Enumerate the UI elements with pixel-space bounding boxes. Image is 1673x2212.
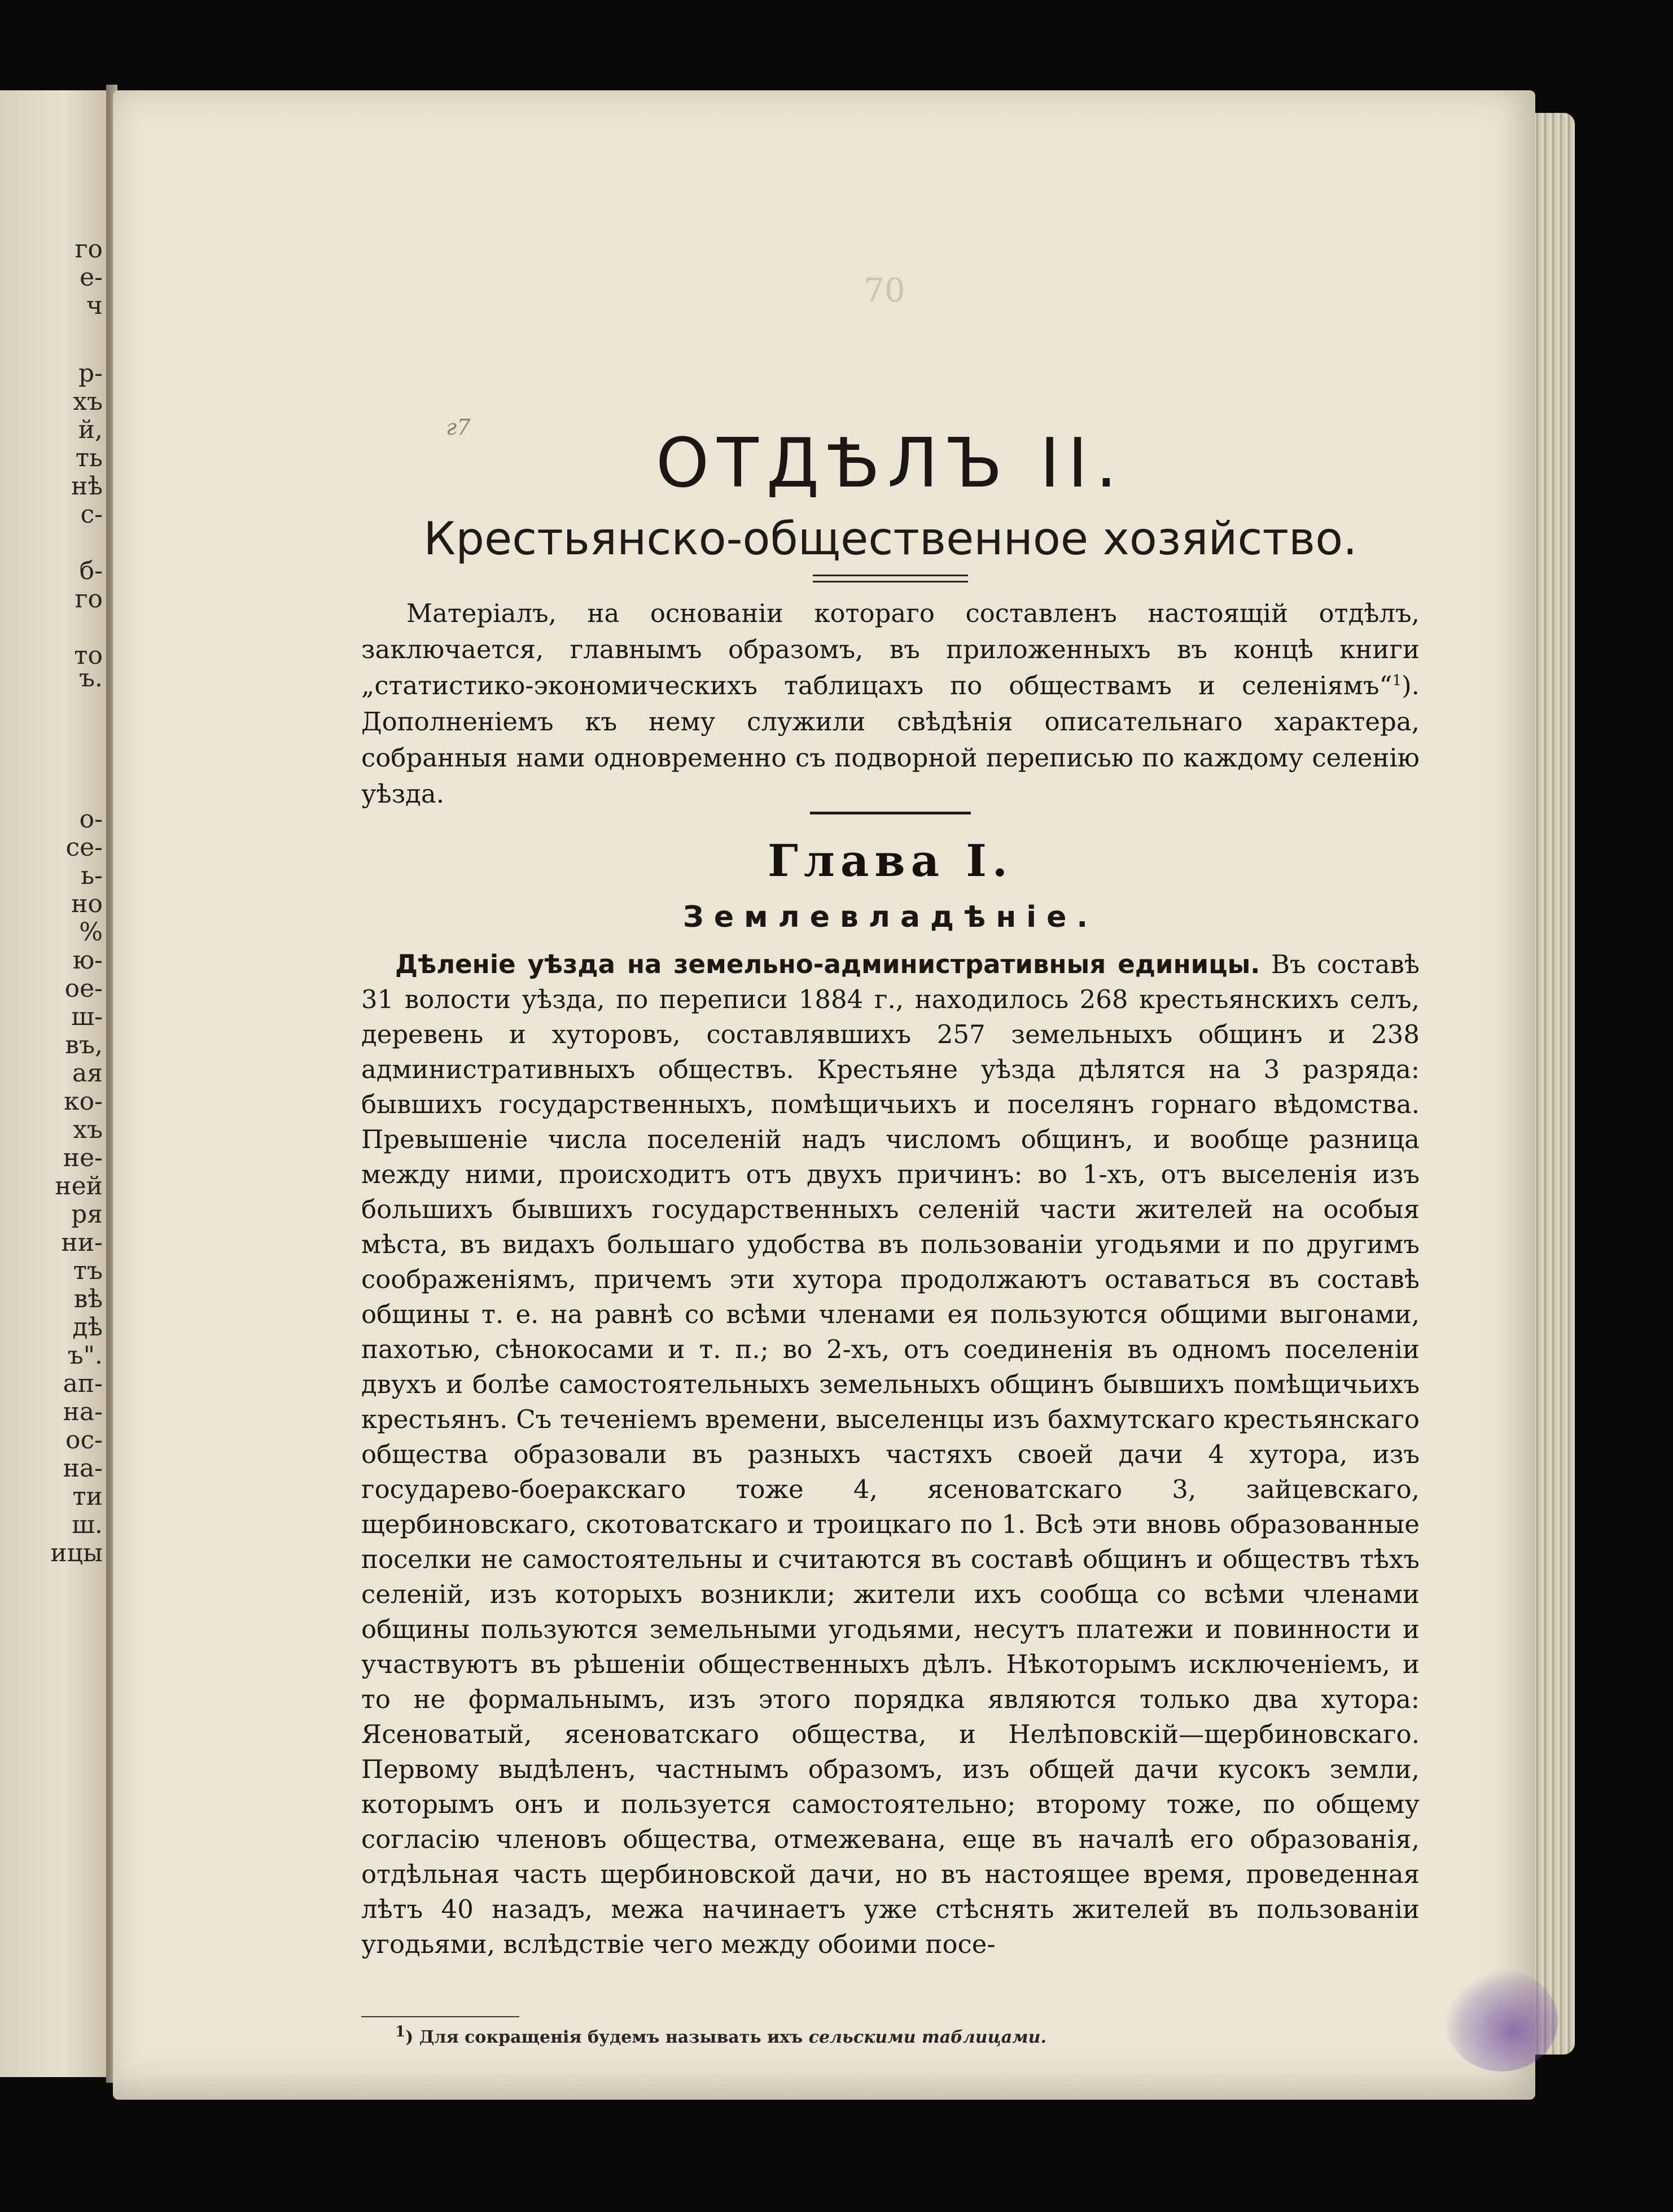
facing-page-fragment: ней — [55, 1172, 103, 1201]
facing-page-fragment: е- — [80, 263, 103, 292]
facing-page-fragment: на- — [63, 1398, 103, 1426]
facing-page-fragment: ко- — [64, 1087, 103, 1116]
footnote-divider — [361, 2016, 519, 2017]
double-rule-divider — [813, 575, 968, 582]
short-rule-divider — [810, 812, 971, 814]
facing-page-fragment: тъ — [73, 1256, 103, 1285]
body-paragraph — [361, 947, 1420, 1962]
facing-page-fragment: ря — [71, 1200, 103, 1229]
ink-stain — [1445, 1970, 1558, 2071]
facing-page-fragment: о- — [79, 805, 103, 834]
facing-page-fragment: на- — [63, 1454, 103, 1483]
book-page — [113, 90, 1535, 2100]
facing-page-fragment: хъ — [73, 1115, 103, 1144]
facing-page-fragment: ти — [72, 1482, 103, 1511]
facing-page-fragment: ч — [86, 291, 103, 320]
facing-page-fragment: хъ — [73, 387, 103, 416]
facing-page-fragment: р- — [78, 359, 103, 388]
pencil-annotation: г7 — [446, 415, 471, 440]
intro-text-continued: ). Дополненіемъ къ нему служили свѣдѣнія описательнаго характера, собранныя нами одновременно съ подворной переписью по каждому селенію уѣзда. — [361, 671, 1420, 809]
facing-page-fragment: ш. — [72, 1510, 103, 1539]
bleed-through-page-number: 70 — [864, 271, 905, 309]
facing-page-fragment: й, — [78, 415, 103, 444]
body-text: Въ составѣ 31 волости уѣзда, по переписи 1884 г., находилось 268 крестьянскихъ селъ, деревень и хуторовъ, составлявшихъ 257 земельныхъ общинъ и 238 административныхъ обществъ. Крестьяне уѣзда дѣлятся на 3 разряда: бывшихъ государственныхъ, помѣщичьихъ и поселянъ горнаго вѣдомства. Превышеніе числа поселеній надъ числомъ общинъ, и вообще разница между ними, происходитъ отъ двухъ причинъ: во 1-хъ, отъ выселенія изъ большихъ бывшихъ государственныхъ селеній части жителей на особыя мѣста, въ видахъ большаго удобства въ пользованіи угодьями и по другимъ соображеніямъ, причемъ эти хутора продолжаютъ оставаться въ составѣ общины т. е. на равнѣ со всѣми членами ея пользуются общими выгонами, пахотью, сѣнокосами и т. п.; во 2-хъ, отъ соединенія въ одномъ поселеніи двухъ и болѣе самостоятельныхъ земельныхъ общинъ бывшихъ помѣщичьихъ крестьянъ. Съ теченіемъ времени, выселенцы изъ бахмутскаго крестьянскаго общества образовали въ разныхъ частяхъ своей дачи 4 хутора, изъ государево-боеракскаго тоже 4, ясеноватскаго 3, зайцевскаго, щербиновскаго, скотоватскаго и троицкаго по 1. Всѣ эти вновь образованные поселки не самостоятельны и считаются въ составѣ общинъ и обществъ тѣхъ селеній, изъ которыхъ возникли; жители ихъ сообща со всѣми членами общины пользуются земельными угодьями, несутъ платежи и повинности и участвуютъ въ рѣшеніи общественныхъ дѣлъ. Нѣкоторымъ исключеніемъ, и то не формальнымъ, изъ этого порядка являются только два хутора: Ясеноватый, ясеноватскаго общества, и Нелѣповскій—щербиновскаго. Первому выдѣленъ, частнымъ образомъ, изъ общей дачи кусокъ земли, которымъ онъ и пользуется самостоятельно; второму тоже, по общему согласію членовъ общества, отмежевана, еще въ началѣ его образованія, отдѣльная часть щербиновской дачи, но въ настоящее время, проведенная лѣтъ 40 назадъ, межа начинаетъ уже стѣснять жителей въ пользованіи угодьями, вслѣдствіе чего между обоими посе- — [361, 949, 1420, 1959]
facing-page-fragment: ь- — [81, 861, 103, 890]
intro-text: Матеріалъ, на основаніи котораго составленъ настоящій отдѣлъ, заключается, главнымъ образомъ, въ приложенныхъ въ концѣ книги „статистико-экономическихъ таблицахъ по обществамъ и селеніямъ“ — [361, 598, 1420, 700]
facing-page-fragment: ш- — [71, 1002, 103, 1031]
run-in-heading: Дѣленіе уѣзда на земельно-административныя единицы. — [395, 949, 1260, 979]
facing-page-fragment: ъ". — [67, 1341, 103, 1370]
facing-page-fragment: въ, — [65, 1031, 103, 1059]
facing-page-fragment: ое- — [64, 974, 103, 1003]
facing-page-fragment: ап- — [63, 1369, 103, 1398]
facing-page-fragment: не- — [63, 1144, 103, 1172]
facing-page-fragment: б- — [79, 557, 103, 585]
facing-page-fragment: ос- — [65, 1426, 103, 1455]
facing-page-fragment: нѣ — [71, 472, 103, 501]
facing-page-fragment: ая — [72, 1059, 103, 1088]
facing-page-fragment: ю- — [72, 946, 103, 975]
footnote-reference[interactable]: 1 — [1392, 672, 1402, 689]
facing-page — [0, 90, 106, 2077]
footnote-text: ) Для сокращенія будемъ называть ихъ — [405, 2027, 809, 2047]
section-subtitle: Крестьянско-общественное хозяйство. — [423, 513, 1357, 565]
facing-page-fragment: го — [75, 585, 103, 614]
facing-page-fragment: дѣ — [72, 1313, 103, 1342]
facing-page-fragment: ть — [75, 444, 103, 472]
facing-page-fragment: се- — [65, 833, 103, 862]
footnote — [395, 2023, 1420, 2047]
facing-page-fragment: ни- — [61, 1228, 103, 1257]
facing-page-fragment: с- — [80, 500, 103, 529]
intro-paragraph — [361, 595, 1420, 812]
facing-page-fragment: % — [79, 918, 103, 947]
chapter-subtitle: Землевладѣніе. — [682, 900, 1098, 934]
chapter-title: Глава I. — [768, 835, 1013, 887]
footnote-mark: 1 — [395, 2023, 406, 2040]
facing-page-fragment: но — [71, 890, 103, 918]
facing-page-fragment: ицы — [50, 1539, 103, 1567]
facing-page-fragment: го — [75, 235, 103, 264]
facing-page-fragment: вѣ — [73, 1285, 103, 1313]
facing-page-fragment: ъ. — [79, 664, 103, 693]
footnote-italic-text: сельскими таблицами. — [808, 2027, 1046, 2047]
section-title: ОТДѢЛЪ II. — [655, 424, 1125, 503]
facing-page-fragment: то — [74, 641, 103, 670]
